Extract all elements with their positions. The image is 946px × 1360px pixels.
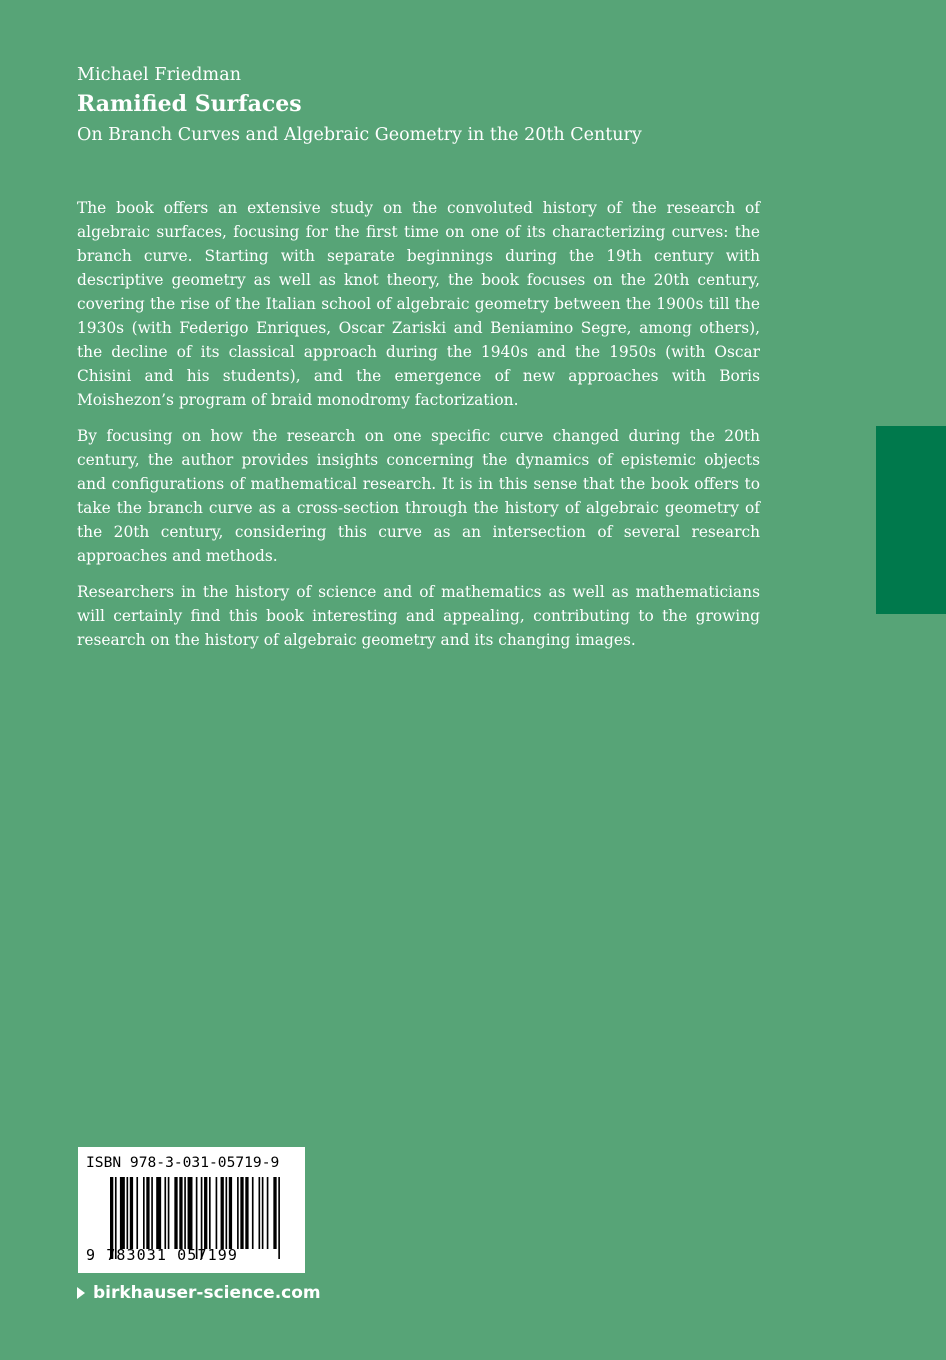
barcode-bar	[188, 1177, 193, 1249]
blurb-paragraph-2: By focusing on how the research on one specific curve changed during the 20th century, the author provides insights concerning the dynamics of epistemic objects and configurations of mathematical research. It is in this sense that the book offers to take the branch curve as a cross-section through the history of algebraic geometry of the 20th century, considering this curve as an intersection of several research approaches and methods.	[77, 427, 760, 565]
barcode-bar	[229, 1177, 232, 1249]
barcode-bar	[120, 1177, 125, 1249]
barcode-bar	[273, 1177, 276, 1249]
side-color-tab	[876, 426, 946, 614]
barcode-bar	[130, 1177, 133, 1249]
barcode-bar	[216, 1177, 218, 1249]
barcode-bar	[127, 1177, 129, 1249]
publisher-website-label: birkhauser-science.com	[93, 1283, 321, 1303]
barcode-bar	[259, 1177, 261, 1249]
barcode-bar	[136, 1177, 138, 1249]
arrow-right-icon	[77, 1287, 85, 1299]
barcode-bar	[151, 1177, 153, 1249]
publisher-website[interactable]	[77, 1281, 321, 1305]
barcode-bar	[221, 1177, 224, 1249]
book-title: Ramified Surfaces	[77, 91, 302, 117]
barcode-bar	[240, 1177, 243, 1249]
book-blurb	[77, 196, 760, 664]
isbn-barcode-panel	[78, 1147, 305, 1273]
isbn-label: ISBN 978-3-031-05719-9	[86, 1154, 280, 1171]
barcode-digits: 9 783031 057199	[86, 1246, 238, 1264]
barcode-bar	[184, 1177, 186, 1249]
barcode-bar	[267, 1177, 269, 1249]
blurb-paragraph-1: The book offers an extensive study on the convoluted history of the research of algebraic surfaces, focusing for the first time on one of its characterizing curves: the branch curve. Starting with separate beginnings during the 19th century with descriptive geometry as well as knot theory, the book focuses on the 20th century, covering the rise of the Italian school of algebraic geometry between the 1900s till the 1930s (with Federigo Enriques, Oscar Zariski and Beniamino Segre, among others), the decline of its classical approach during the 1940s and the 1950s (with Oscar Chisini and his students), and the emergence of new approaches with Boris Moishezon’s program of braid monodromy factorization.	[77, 199, 760, 409]
book-header	[77, 64, 777, 147]
barcode-bar	[168, 1177, 170, 1249]
barcode-bar	[156, 1177, 161, 1249]
author-name: Michael Friedman	[77, 65, 242, 85]
barcode-bar	[146, 1177, 149, 1249]
barcode-bar	[209, 1177, 211, 1249]
blurb-paragraph-3: Researchers in the history of science and of mathematics as well as mathematicians will certainly find this book interesting and appealing, contributing to the growing research on the history of algebraic geometry and its changing images.	[77, 583, 760, 649]
barcode-bar	[204, 1177, 207, 1249]
barcode-bar	[262, 1177, 264, 1249]
book-subtitle: On Branch Curves and Algebraic Geometry in the 20th Century	[77, 125, 642, 145]
barcode-bar	[245, 1177, 248, 1249]
barcode-bar	[179, 1177, 182, 1249]
barcode-bar	[252, 1177, 254, 1249]
barcode-bar	[143, 1177, 145, 1249]
barcode-bar	[164, 1177, 166, 1249]
barcode-bar	[226, 1177, 228, 1249]
barcode-bar	[278, 1177, 280, 1259]
barcode-bar	[237, 1177, 239, 1249]
barcode-bar	[174, 1177, 177, 1249]
